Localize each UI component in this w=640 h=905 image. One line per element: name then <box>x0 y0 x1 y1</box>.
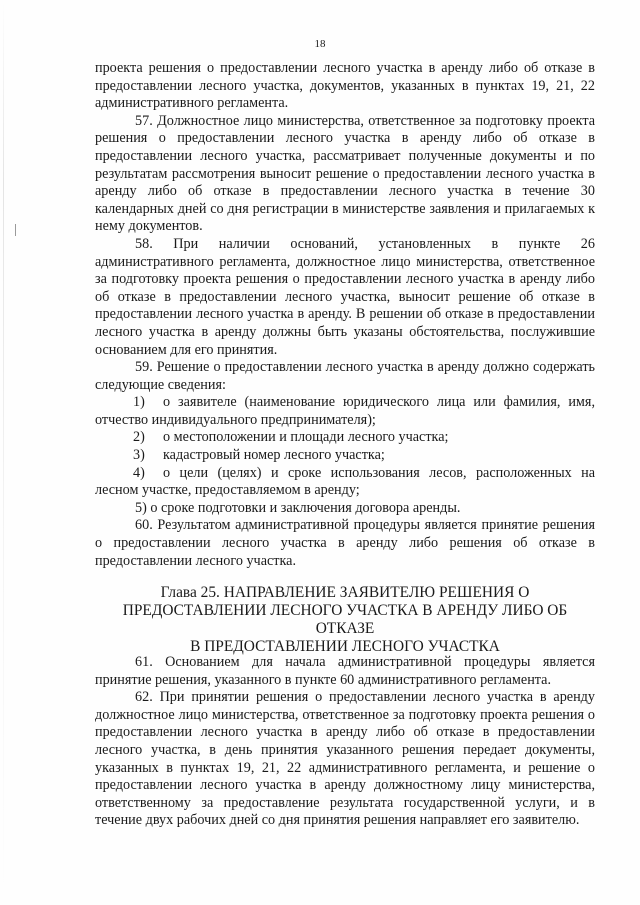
chapter-heading-line-2: ПРЕДОСТАВЛЕНИИ ЛЕСНОГО УЧАСТКА В АРЕНДУ ЛИБО ОБ ОТКАЗЕ <box>122 602 568 637</box>
list-text: кадастровый номер лесного участка; <box>163 447 385 464</box>
paragraph-57: 57. Должностное лицо министерства, ответственное за подготовку проекта решения о предоставлении лесного участка в аренду либо об отказе в предоставлении лесного участка, рассматривает полученные документы и по результатам рассмотрения выносит решение о предоставлении лесного участка в аренду либо об отказе в предоставлении лесного участка в течение 30 календарных дней со дня регистрации в министерстве заявления и прилагаемых к нему документов. <box>95 112 595 235</box>
list-continuation: отчество индивидуального предпринимателя); <box>95 411 376 428</box>
list-number: 1) <box>133 394 145 411</box>
list-item-1 <box>95 394 595 429</box>
list-number: 4) <box>133 464 145 481</box>
list-item-2 <box>95 429 595 447</box>
list-item-5: 5) о сроке подготовки и заключения договора аренды. <box>135 499 461 516</box>
scan-mark <box>15 224 16 236</box>
list-continuation: лесном участке, предоставляемом в аренду; <box>95 482 360 499</box>
list-item-3 <box>95 447 595 465</box>
list-item-4 <box>95 465 595 500</box>
paragraph-61: 61. Основанием для начала административной процедуры является принятие решения, указанного в пункте 60 административного регламента. <box>95 654 595 688</box>
list-text: о местоположении и площади лесного участка; <box>163 429 449 446</box>
list-number: 2) <box>133 429 145 446</box>
chapter-heading <box>95 584 595 656</box>
paragraph-59: 59. Решение о предоставлении лесного участка в аренду должно содержать следующие сведения: <box>95 359 595 393</box>
body-text-top <box>95 60 595 570</box>
list-number: 3) <box>133 447 145 464</box>
chapter-heading-line-3: В ПРЕДОСТАВЛЕНИИ ЛЕСНОГО УЧАСТКА <box>190 638 500 655</box>
list-text: о цели (целях) и сроке использования лесов, расположенных на <box>163 464 595 481</box>
body-text-bottom <box>95 654 595 830</box>
page-number: 18 <box>314 38 326 50</box>
paragraph-62: 62. При принятии решения о предоставлении лесного участка в аренду должностное лицо министерства, ответственное за подготовку проекта решения о предоставлении лесного участка в аренду либо об отказе в предоставлении лесного участка, в день принятия указанного решения передает документы, указанных в пунктах 19, 21, 22 административного регламента, и решение о предоставлении лесного участка в аренду должностному лицу министерства, ответственному за предоставление результата государственной услуги, и в течение двух рабочих дней со дня принятия решения направляет его заявителю. <box>95 689 595 829</box>
paragraph-continuation: проекта решения о предоставлении лесного участка в аренду либо об отказе в предоставлении лесного участка, документов, указанных в пунктах 19, 21, 22 административного регламента. <box>95 60 595 112</box>
list-text: о заявителе (наименование юридического лица или фамилия, имя, <box>163 394 595 411</box>
scan-edge <box>3 0 4 905</box>
paragraph-60: 60. Результатом административной процедуры является принятие решения о предоставлении лесного участка в аренду либо решения об отказе в предоставлении лесного участка. <box>95 517 595 569</box>
paragraph-58: 58. При наличии оснований, установленных в пункте 26 административного регламента, должностное лицо министерства, ответственное за подготовку проекта решения о предоставлении лесного участка в аренду либо об отказе в предоставлении лесного участка, выносит решение об отказе в предоставлении лесного участка в аренду. В решении об отказе в предоставлении лесного участка в аренду должны быть указаны обстоятельства, послужившие основанием для его принятия. <box>95 235 595 358</box>
chapter-heading-line-1: Глава 25. НАПРАВЛЕНИЕ ЗАЯВИТЕЛЮ РЕШЕНИЯ О <box>160 584 530 601</box>
